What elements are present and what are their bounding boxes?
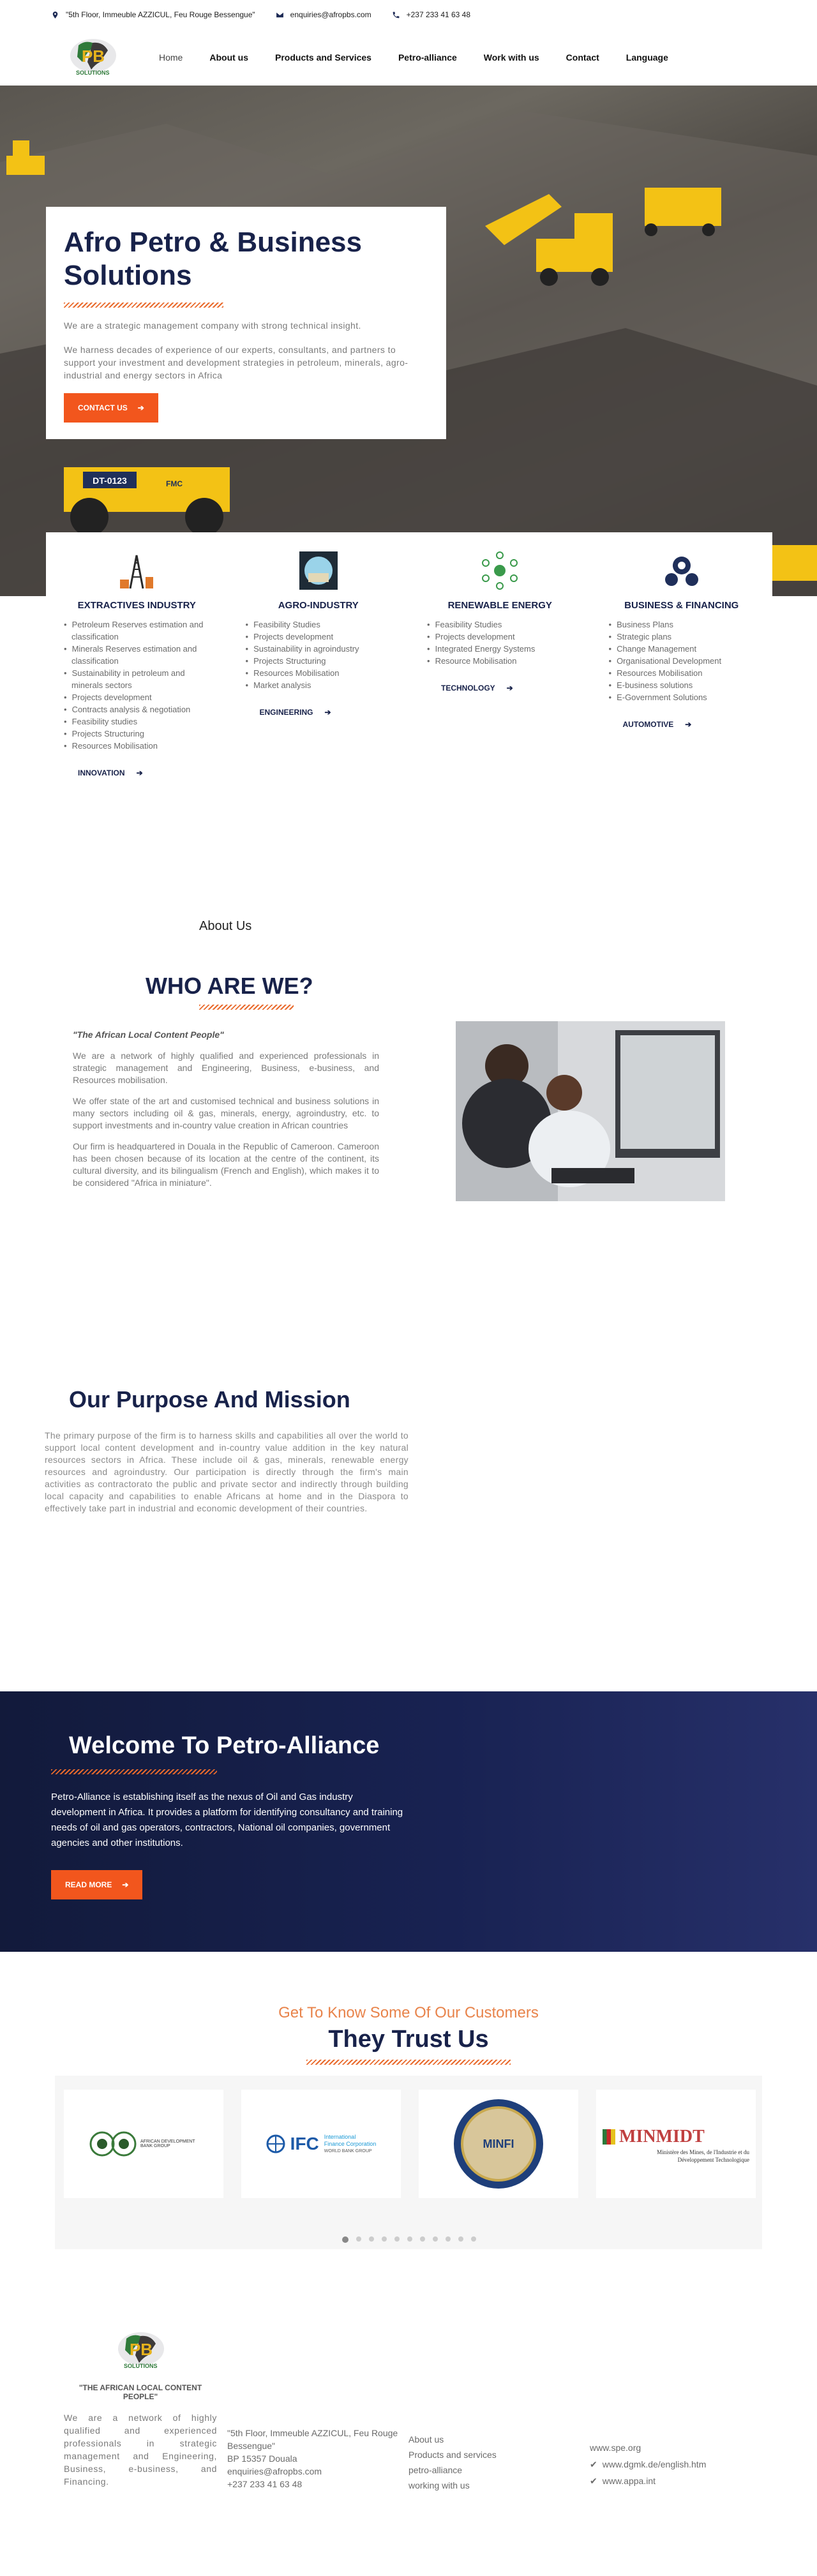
list-item: • Business Plans <box>617 618 759 631</box>
carousel-dot[interactable] <box>394 2236 400 2242</box>
list-item: • Projects Structuring <box>253 655 396 667</box>
site-footer <box>0 2330 817 2576</box>
footer-links <box>408 2432 497 2493</box>
service-title: EXTRACTIVES INDUSTRY <box>77 600 196 611</box>
arrow-right-icon: ➔ <box>506 684 513 693</box>
arrow-right-icon: ➔ <box>685 720 692 729</box>
service-agro <box>228 551 410 777</box>
list-item: • Projects development <box>435 631 577 643</box>
contact-us-label: CONTACT US <box>78 403 128 412</box>
about-tagline: "The African Local Content People" <box>73 1030 224 1040</box>
list-item: • Integrated Energy Systems <box>435 643 577 655</box>
footer-address: "5th Floor, Immeuble AZZICUL, Feu Rouge Bessengue" <box>227 2428 398 2451</box>
list-item: • E-Government Solutions <box>617 691 759 703</box>
top-bar <box>0 0 817 29</box>
purpose-section <box>0 1379 817 1608</box>
footer-link-products[interactable]: Products and services <box>408 2450 497 2460</box>
nav-item-language[interactable]: Language <box>626 52 668 63</box>
carousel-dot[interactable] <box>356 2236 361 2242</box>
list-item: • Sustainability in agroindustry <box>253 643 396 655</box>
hero-banner <box>0 86 817 596</box>
list-item: • Projects Structuring <box>71 728 214 740</box>
link-label: ENGINEERING <box>259 708 313 717</box>
renewable-network-icon <box>481 551 519 590</box>
check-icon: ✔ <box>590 2459 597 2469</box>
hero-title: Afro Petro & Business Solutions <box>64 227 362 291</box>
logo-card-minmidt[interactable] <box>596 2090 756 2198</box>
envelope-icon <box>276 11 284 19</box>
customers-title: They Trust Us <box>328 2026 489 2053</box>
arrow-right-icon: ➔ <box>136 768 143 777</box>
external-link-appa-text: www.appa.int <box>602 2476 656 2486</box>
innovation-link[interactable] <box>78 768 214 777</box>
customers-kicker: Get To Know Some Of Our Customers <box>278 2004 539 2021</box>
main-nav <box>0 29 817 86</box>
link-label: INNOVATION <box>78 768 125 777</box>
phone-text[interactable]: +237 233 41 63 48 <box>406 10 471 19</box>
carousel-dot[interactable] <box>382 2236 387 2242</box>
footer-email[interactable]: enquiries@afropbs.com <box>227 2466 322 2476</box>
logo-card-afdb[interactable] <box>64 2090 223 2198</box>
minmidt-subtitle <box>603 2148 749 2164</box>
list-item: • Market analysis <box>253 679 396 691</box>
ifc-line-3: WORLD BANK GROUP <box>324 2148 372 2153</box>
about-section <box>0 919 817 1277</box>
service-business <box>591 551 773 777</box>
service-extractives <box>46 551 228 777</box>
automotive-link[interactable] <box>623 720 759 729</box>
svg-text:FMC: FMC <box>166 479 183 488</box>
purpose-title: Our Purpose And Mission <box>69 1386 350 1412</box>
hero-body: We harness decades of experience of our experts, consultants, and partners to support your investment and development strategies in petroleum, minerals, agro-industrial and energy sectors in Africa <box>64 345 408 380</box>
footer-link-work[interactable]: working with us <box>408 2480 470 2490</box>
purpose-body: The primary purpose of the firm is to harness skills and capabilities all over the world to support local content development and in-country value addition in the key natural resources sectors in Africa. These include oil & gas, minerals, renewable energy resources and agroindustry. Our participation is directly through the firm's main activities as contractorato the public and private sector and indirectly through building local capacity and capabilities to enable Africans at home and in the Diaspora to effectively take part in industrial and economic development of their countries. <box>45 1430 408 1513</box>
carousel-dot-active[interactable] <box>342 2236 349 2243</box>
carousel-dot[interactable] <box>369 2236 374 2242</box>
external-link-dgmk[interactable] <box>590 2456 706 2473</box>
location-pin-icon <box>51 11 59 19</box>
list-item: • Feasibility studies <box>71 715 214 728</box>
logo-card-ifc[interactable] <box>241 2090 401 2198</box>
list-item: • Projects development <box>253 631 396 643</box>
minmidt-heading <box>603 2127 749 2147</box>
read-more-button[interactable] <box>51 1870 142 1899</box>
ifc-line-2: Finance Corporation <box>324 2140 377 2147</box>
list-item: • Feasibility Studies <box>435 618 577 631</box>
logo-text: SOLUTIONS <box>76 70 110 76</box>
globe-icon <box>266 2134 285 2153</box>
service-renewable <box>409 551 591 777</box>
arrow-right-icon: ➔ <box>122 1880 129 1889</box>
external-link-appa[interactable] <box>590 2473 706 2489</box>
carousel-pagination <box>342 2236 476 2243</box>
about-kicker: About Us <box>199 919 252 933</box>
list-item: • Resources Mobilisation <box>71 740 214 752</box>
arrow-right-icon: ➔ <box>324 708 331 717</box>
oil-derrick-icon <box>117 551 156 590</box>
check-icon: ✔ <box>590 2476 597 2486</box>
about-title: WHO ARE WE? <box>146 973 313 999</box>
footer-contact <box>227 2427 412 2490</box>
phone-icon <box>392 11 400 19</box>
list-item: • Organisational Development <box>617 655 759 667</box>
external-link-dgmk-text: www.dgmk.de/english.htm <box>602 2459 707 2469</box>
footer-link-about[interactable]: About us <box>408 2434 444 2445</box>
customers-section <box>0 2004 817 2163</box>
minfi-name: MINFI <box>483 2137 514 2150</box>
list-item: • Resources Mobilisation <box>253 667 396 679</box>
list-item: • Projects development <box>71 691 214 703</box>
carousel-dot[interactable] <box>446 2236 451 2242</box>
title-underline <box>64 303 223 308</box>
nav-item-work[interactable]: Work with us <box>483 52 539 63</box>
link-label: TECHNOLOGY <box>441 684 495 693</box>
hero-card <box>46 207 446 439</box>
customers-title-underline <box>306 2060 511 2065</box>
carousel-dot[interactable] <box>433 2236 438 2242</box>
nav-item-petro-alliance[interactable]: Petro-alliance <box>398 52 457 63</box>
service-title: BUSINESS & FINANCING <box>624 600 739 611</box>
footer-logo[interactable] <box>115 2330 167 2372</box>
nav-item-products[interactable]: Products and Services <box>275 52 371 63</box>
afdb-name: AFRICAN DEVELOPMENT BANK GROUP <box>140 2139 195 2148</box>
footer-tagline: "THE AFRICAN LOCAL CONTENT PEOPLE" <box>79 2383 202 2401</box>
svg-text:PB: PB <box>129 2340 153 2359</box>
list-item: • E-business solutions <box>617 679 759 691</box>
ifc-text <box>324 2134 377 2155</box>
arrow-right-icon: ➔ <box>137 403 144 412</box>
email-text[interactable]: enquiries@afropbs.com <box>290 10 371 19</box>
address-text: "5th Floor, Immeuble AZZICUL, Feu Rouge Bessengue" <box>66 10 255 19</box>
nav-menu <box>159 52 695 63</box>
farm-icon <box>299 551 338 590</box>
footer-link-petro-alliance[interactable]: petro-alliance <box>408 2465 463 2475</box>
list-item: • Petroleum Reserves estimation and classification <box>71 618 214 643</box>
list-item: • Resources Mobilisation <box>617 667 759 679</box>
ifc-line-1: International <box>324 2133 356 2140</box>
minmidt-name: MINMIDT <box>619 2127 705 2146</box>
footer-phone[interactable]: +237 233 41 63 48 <box>227 2479 303 2489</box>
phone-item[interactable] <box>392 10 470 19</box>
service-title: AGRO-INDUSTRY <box>278 600 359 611</box>
list-item: • Strategic plans <box>617 631 759 643</box>
about-paragraph-2: We offer state of the art and customised technical and business solutions in many sectors including oil & gas, minerals, energy, agroindustry, etc. to support investments and in-country value creation in African countries <box>73 1096 379 1130</box>
carousel-dot[interactable] <box>471 2236 476 2242</box>
minmidt-line-2: Développement Technologique <box>677 2157 749 2163</box>
nav-item-about[interactable]: About us <box>209 52 249 63</box>
alliance-title: Welcome To Petro-Alliance <box>69 1732 380 1759</box>
afdb-logo-icon <box>89 2131 137 2157</box>
footer-about: We are a network of highly qualified and experienced professionals in strategic management and Engineering, Business, e-business, and Financing. <box>64 2413 217 2487</box>
footer-external-links <box>590 2439 706 2489</box>
site-logo[interactable] <box>67 36 119 79</box>
about-paragraph-3: Our firm is headquartered in Douala in the Republic of Cameroon. Cameroon has been chosen because of its location at the centre of the continent, its cultural diversity, and its bilingualism (French and English), which makes it to be considered "Africa in miniature". <box>73 1141 379 1188</box>
footer-logo-text: SOLUTIONS <box>124 2363 158 2369</box>
about-text-block <box>73 1029 379 1189</box>
ifc-name: IFC <box>290 2134 319 2153</box>
petro-alliance-section <box>0 1691 817 1952</box>
hero-subtitle: We are a strategic management company with strong technical insight. <box>64 320 361 331</box>
engineering-link[interactable] <box>260 708 396 717</box>
carousel-dot[interactable] <box>420 2236 425 2242</box>
logo-card-minfi[interactable] <box>419 2090 578 2198</box>
list-item: • Contracts analysis & negotiation <box>71 703 214 715</box>
address-item <box>51 10 255 19</box>
external-link-spe[interactable]: www.spe.org <box>590 2443 641 2453</box>
email-item[interactable] <box>276 10 371 19</box>
contact-us-button[interactable] <box>64 393 158 423</box>
svg-text:DT-0123: DT-0123 <box>93 476 127 486</box>
office-photo-image <box>456 1021 725 1201</box>
technology-link[interactable] <box>441 684 577 693</box>
list-item: • Sustainability in petroleum and minerals sectors <box>71 667 214 691</box>
svg-text:PB: PB <box>81 47 105 66</box>
services-panel <box>46 532 772 790</box>
list-item: • Change Management <box>617 643 759 655</box>
list-item: • Feasibility Studies <box>253 618 396 631</box>
link-label: AUTOMOTIVE <box>622 720 674 729</box>
minfi-seal <box>454 2099 543 2189</box>
about-paragraph-1: We are a network of highly qualified and experienced professionals in strategic management and Engineering, Business, e-business, and Resources mobilisation. <box>73 1051 379 1085</box>
read-more-label: READ MORE <box>65 1880 112 1889</box>
business-gears-icon <box>663 551 701 590</box>
list-item: • Minerals Reserves estimation and classification <box>71 643 214 667</box>
logo-carousel <box>55 2076 762 2249</box>
alliance-title-underline <box>51 1769 217 1774</box>
nav-item-home[interactable]: Home <box>159 52 183 63</box>
list-item: • Resource Mobilisation <box>435 655 577 667</box>
service-title: RENEWABLE ENERGY <box>447 600 552 611</box>
minmidt-line-1: Ministère des Mines, de l'Industrie et du <box>657 2149 749 2155</box>
carousel-dot[interactable] <box>458 2236 463 2242</box>
about-title-underline <box>199 1005 294 1010</box>
minfi-seal-inner <box>461 2106 536 2182</box>
alliance-body: Petro-Alliance is establishing itself as the nexus of Oil and Gas industry development in Africa. It provides a platform for identifying consultancy and training needs of oil and gas operators, contractors, National oil companies, government agencies and other institutions. <box>51 1792 403 1848</box>
footer-po-box: BP 15357 Douala <box>227 2453 297 2464</box>
carousel-dot[interactable] <box>407 2236 412 2242</box>
coat-of-arms-icon <box>603 2129 615 2145</box>
nav-item-contact[interactable]: Contact <box>566 52 599 63</box>
